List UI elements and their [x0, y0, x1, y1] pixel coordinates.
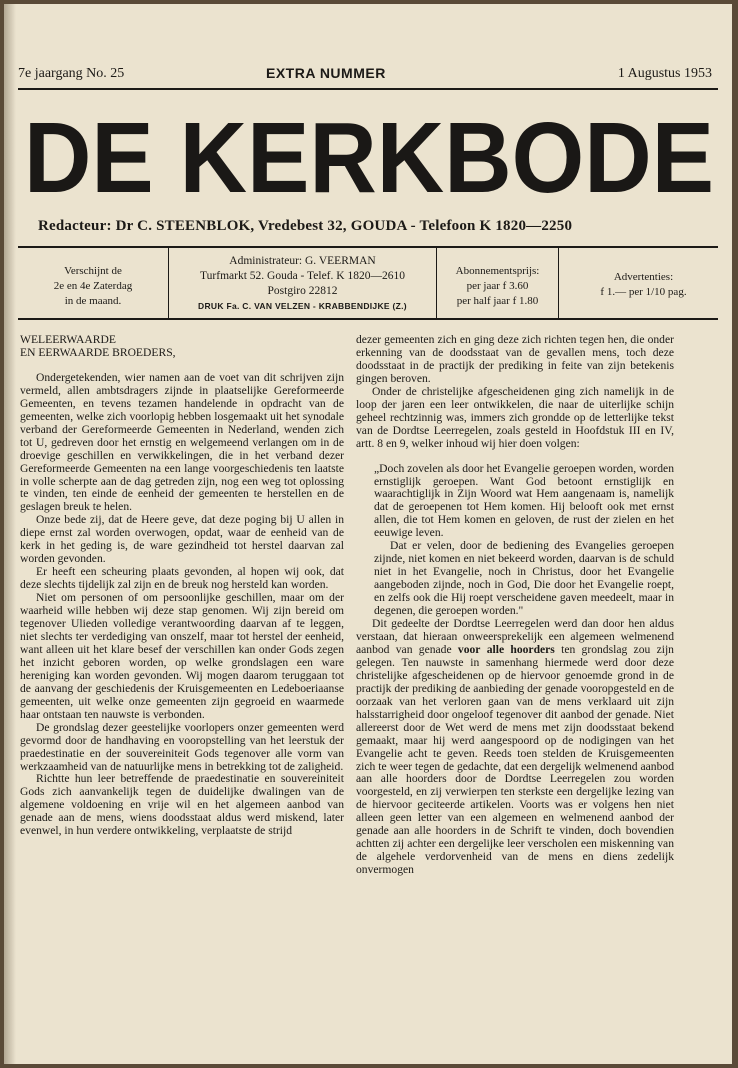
advertising-info [558, 248, 728, 318]
salutation-line: EN EERWAARDE BROEDERS, [20, 345, 176, 359]
administration-info [168, 248, 436, 318]
issue-line [18, 64, 718, 86]
left-column [20, 334, 344, 1054]
quote-block [374, 463, 674, 618]
editor-line: Redacteur: Dr C. STEENBLOK, Vredebest 32, GOUDA - Telefoon K 1820—2250 [38, 218, 573, 234]
printer-line: DRUK Fa. C. VAN VELZEN - KRABBENDIJKE (Z.) [198, 301, 407, 311]
article-paragraph: De grondslag dezer geestelijke voorlopers onzer gemeenten werd gevormd door de handhaving en vooropstelling van het leerstuk der praedestinatie en der souvereiniteit Gods tegenover alle vorm van werkzaamheid van de natuurlijke mens in betrekking tot de zaligheid. [20, 720, 344, 773]
text-run: ten grondslag zou zijn gelegen. Ten nauwste in samenhang hiermede werd door deze christelijke afgescheidenen op de hiervoor genoemde grond in de practijk der prediking de aanbieding der genade vooropgesteld en de oorzaak van het verloren gaan van de mens verklaard uit zijn halsstarrigheid door ongeloof tegenover dit aanbod der genade. Niet allereerst door de Wet werd de mens met zijn doodsstaat bekend gemaakt, maar hij werd aangespoord op de nodigingen van het Evangelie acht te geven. Reeds toen stelden de Kruisgemeenten zich te weer tegen de gedachte, dat een dergelijk welmenend aanbod aan alle hoorders door de Dordtse Leerregelen zou worden voorgesteld, en zij verwierpen ten sterkste een dergelijke lezing van de hiervoor geciteerde artikelen. Voorts was er volgens hen niet alleen geen letter van een algemeen en welmenend aanbod der genade aan alle hoorders in de Schrift te vinden, doch bovendien achtten zij achter een dergelijke leer verscholen een miskenning van de algehele verdorvenheid van de mens en diens zedelijk onvermogen [356, 642, 674, 877]
right-column [356, 334, 674, 1054]
bold-run: alle hoorders [486, 642, 555, 656]
quote-paragraph: Dat er velen, door de bediening des Evangelies geroepen zijnde, niet komen en niet bekeerd worden, daarvan is de schuld niet in het Evangelie, noch in Christus, door het Evangelie aangeboden zijnde, noch in God, Die door het Evangelie roept, en zelfs ook die Hij roept verscheidene gaven meedeelt, maar in degenen, die geroepen worden." [374, 539, 674, 618]
admin-address: Turfmarkt 52. Gouda - Telef. K 1820—2610 [200, 270, 405, 282]
ads-price: f 1.— per 1/10 pag. [600, 286, 687, 298]
article-paragraph [356, 618, 674, 877]
article-paragraph: Richtte hun leer betreffende de praedestinatie en souvereiniteit Gods zich aanvankelijk tegen de duidelijke dwalingen van de algemene voldoening en vrije wil en het algemeen aanbod van genade aan de mens, wiens doodsstaat aldus werd miskend, later evenwel, in hun verdere ontwikkeling, verplaatste de strijd [20, 772, 344, 838]
appearance-line: in de maand. [64, 295, 122, 307]
bold-run: voor [457, 642, 481, 656]
newspaper-page [4, 4, 732, 1064]
subscription-label: Abonnementsprijs: [455, 265, 540, 277]
article-paragraph: Onze bede zij, dat de Heere geve, dat deze poging bij U allen in diepe ernst zal worden overwogen, opdat, waar de eenheid van de kerk in het geding is, de ware gezindheid tot herstel daarvan zal worden gevonden. [20, 513, 344, 566]
edition-label: EXTRA NUMMER [266, 65, 386, 81]
subscription-half-year: per half jaar f 1.80 [456, 295, 539, 307]
appearance-info [18, 248, 168, 318]
top-rule [18, 88, 718, 90]
volume-number: 7e jaargang No. 25 [18, 66, 125, 81]
subscription-year: per jaar f 3.60 [466, 280, 529, 292]
quote-paragraph: „Doch zovelen als door het Evangelie geroepen worden, worden ernstiglijk geroepen. Want God betoont ernstiglijk en waarachtiglijk in Zijn Woord wat Hem aangenaam is, namelijk dat de geroepenen tot Hem komen. Hij belooft ook met ernst allen, die tot Hem komen en geloven, de rust der zielen en het eeuwige leven. [374, 461, 674, 540]
article-paragraph: Niet om personen of om persoonlijke geschillen, maar om der waarheid wille hebben wij deze stap genomen. Wij zijn bereid om tegenover Ulieden volledige verantwoording daarvan af te leggen, niet slechts ter verdediging van onszelf, maar tot herstel der eenheid, want alleen uit het klare besef der verschillen kan onder Gods zegen het inzicht geboren worden, op welke grondslagen een ware hereniging kan worden gevonden. Wij mogen daarom teruggaan tot de aanvang der geschiedenis der Kruisgemeenten en Ledeboeriaanse gemeenten, uit welke onze gemeenten zijn gegroeid en waarmede haar ontstaan ten nauwste is verbonden. [20, 591, 344, 721]
masthead-title-graphic [18, 100, 720, 210]
appearance-line: 2e en 4e Zaterdag [53, 280, 133, 292]
article-paragraph: Ondergetekenden, wier namen aan de voet van dit schrijven zijn vermeld, allen ambtsdragers zijnde in plaatselijke Gereformeerde Gemeenten, en tevens tezamen handelende in opdracht van de gemeenten, welke zich voorlopig hebben losgemaakt uit het synodale verband der Gereformeerde Gemeenten in Nederland, wenden zich tot U, gedreven door het ernstig en welgemeend verlangen om in de droevige geschillen en verwikkelingen, die in het verband dezer Gereformeerde Gemeenten na een lange voorgeschiedenis ten laatste in volle scherpte aan de dag getreden zijn, nog een weg tot oplossing te vinden, ten einde de eenheid der gemeenten te herstellen en de geslagen breuk te helen. [20, 370, 344, 514]
text-run: Dit gedeelte der Dordtse Leerregelen werd dan door hen aldus verstaan, dat hieraan onweersprekelijk een algemeen welmenend aanbod van genade [356, 617, 674, 656]
article-paragraph: Er heeft een scheuring plaats gevonden, al hopen wij ook, dat deze slechts tijdelijk zal zijn en de breuk nog hersteld kan worden. [20, 565, 344, 592]
masthead-title: DE KERKBODE [24, 102, 714, 210]
subscription-info [436, 248, 558, 318]
issue-date: 1 Augustus 1953 [617, 66, 712, 81]
article-paragraph: dezer gemeenten zich en ging deze zich richten tegen hen, die onder erkenning van de doodsstaat van de gevallen mens, toch deze doodsstaat in de practijk der prediking in feite van zijn betekenis gingen beroven. [356, 333, 674, 385]
info-box [18, 248, 718, 318]
postgiro: Postgiro 22812 [267, 285, 338, 297]
salutation [20, 334, 344, 360]
infobox-bottom-rule [18, 318, 718, 320]
ads-label: Advertenties: [613, 271, 674, 283]
appearance-line: Verschijnt de [64, 265, 122, 277]
article-paragraph: Onder de christelijke afgescheidenen ging zich namelijk in de loop der jaren een leer ontwikkelen, die naar de uiterlijke schijn geheel rechtzinnig was, immers zich grondde op de letterlijke tekst van de Dordtse Leerregelen, zoals gesteld in Hoofdstuk III en IV, artt. 8 en 9, welker inhoud wij hier doen volgen: [356, 384, 674, 450]
salutation-line: WELEERWAARDE [20, 333, 116, 346]
masthead [18, 100, 720, 210]
administrator: Administrateur: G. VEERMAN [229, 255, 376, 267]
